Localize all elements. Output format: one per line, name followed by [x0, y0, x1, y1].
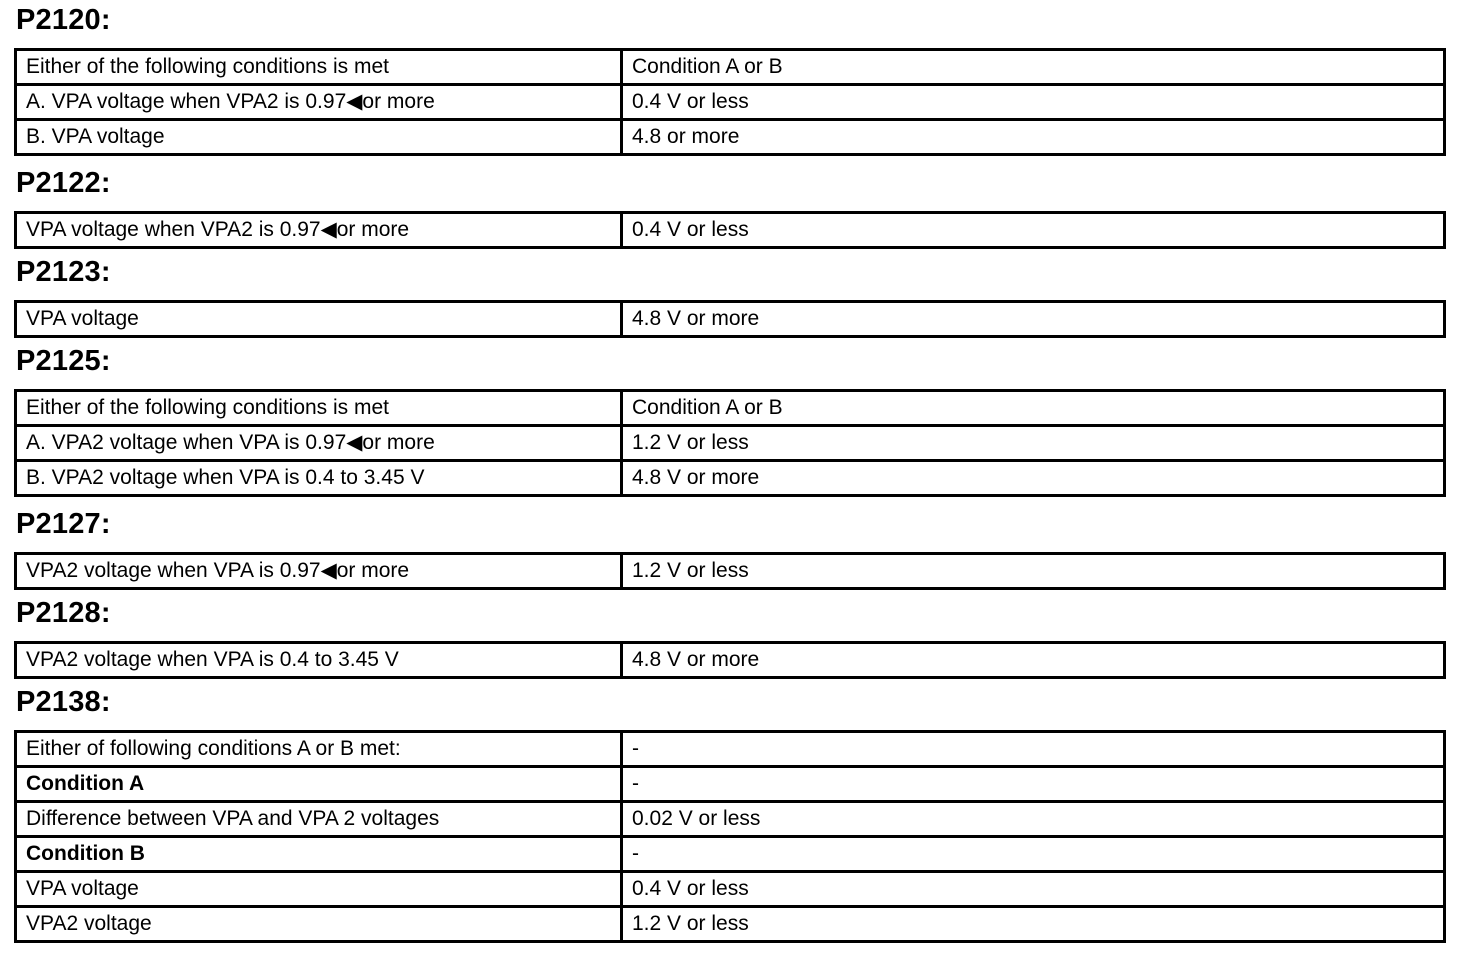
condition-table-p2127 [14, 552, 1446, 590]
value-cell: - [622, 732, 1445, 767]
value-cell: Condition A or B [622, 50, 1445, 85]
condition-table-p2123 [14, 300, 1446, 338]
table-row [16, 872, 1445, 907]
table-row [16, 767, 1445, 802]
table-row [16, 907, 1445, 942]
table-row [16, 85, 1445, 120]
table-row [16, 391, 1445, 426]
value-cell: 4.8 or more [622, 120, 1445, 155]
code-heading-p2120: P2120: [16, 4, 111, 36]
condition-table-p2128 [14, 641, 1446, 679]
condition-cell: B. VPA voltage [16, 120, 622, 155]
value-cell: 1.2 V or less [622, 907, 1445, 942]
value-cell: - [622, 837, 1445, 872]
value-cell: 1.2 V or less [622, 426, 1445, 461]
condition-table-p2125 [14, 389, 1446, 497]
value-cell: - [622, 767, 1445, 802]
table-row [16, 50, 1445, 85]
condition-cell: Either of following conditions A or B met: [16, 732, 622, 767]
table-row [16, 426, 1445, 461]
table-row [16, 554, 1445, 589]
code-heading-p2138: P2138: [16, 686, 111, 718]
table-row [16, 302, 1445, 337]
condition-cell: VPA voltage [16, 302, 622, 337]
condition-cell: VPA2 voltage when VPA is 0.97◀or more [16, 554, 622, 589]
condition-table-p2120 [14, 48, 1446, 156]
condition-group-label: Condition A [16, 767, 622, 802]
table-row [16, 461, 1445, 496]
code-heading-p2122: P2122: [16, 167, 111, 199]
condition-cell: Difference between VPA and VPA 2 voltages [16, 802, 622, 837]
value-cell: 0.02 V or less [622, 802, 1445, 837]
table-row [16, 213, 1445, 248]
condition-table-p2138 [14, 730, 1446, 943]
table-row [16, 120, 1445, 155]
condition-cell: Either of the following conditions is met [16, 50, 622, 85]
value-cell: 4.8 V or more [622, 643, 1445, 678]
value-cell: 4.8 V or more [622, 461, 1445, 496]
condition-cell: Either of the following conditions is met [16, 391, 622, 426]
code-heading-p2125: P2125: [16, 345, 111, 377]
value-cell: 0.4 V or less [622, 872, 1445, 907]
value-cell: Condition A or B [622, 391, 1445, 426]
condition-cell: A. VPA2 voltage when VPA is 0.97◀or more [16, 426, 622, 461]
value-cell: 0.4 V or less [622, 85, 1445, 120]
value-cell: 0.4 V or less [622, 213, 1445, 248]
condition-cell: VPA2 voltage [16, 907, 622, 942]
condition-cell: VPA2 voltage when VPA is 0.4 to 3.45 V [16, 643, 622, 678]
condition-group-label: Condition B [16, 837, 622, 872]
value-cell: 4.8 V or more [622, 302, 1445, 337]
table-row [16, 802, 1445, 837]
condition-cell: VPA voltage when VPA2 is 0.97◀or more [16, 213, 622, 248]
table-row [16, 837, 1445, 872]
table-row [16, 643, 1445, 678]
condition-table-p2122 [14, 211, 1446, 249]
table-row [16, 732, 1445, 767]
code-heading-p2128: P2128: [16, 597, 111, 629]
code-heading-p2127: P2127: [16, 508, 111, 540]
value-cell: 1.2 V or less [622, 554, 1445, 589]
condition-cell: B. VPA2 voltage when VPA is 0.4 to 3.45 V [16, 461, 622, 496]
code-heading-p2123: P2123: [16, 256, 111, 288]
condition-cell: A. VPA voltage when VPA2 is 0.97◀or more [16, 85, 622, 120]
condition-cell: VPA voltage [16, 872, 622, 907]
